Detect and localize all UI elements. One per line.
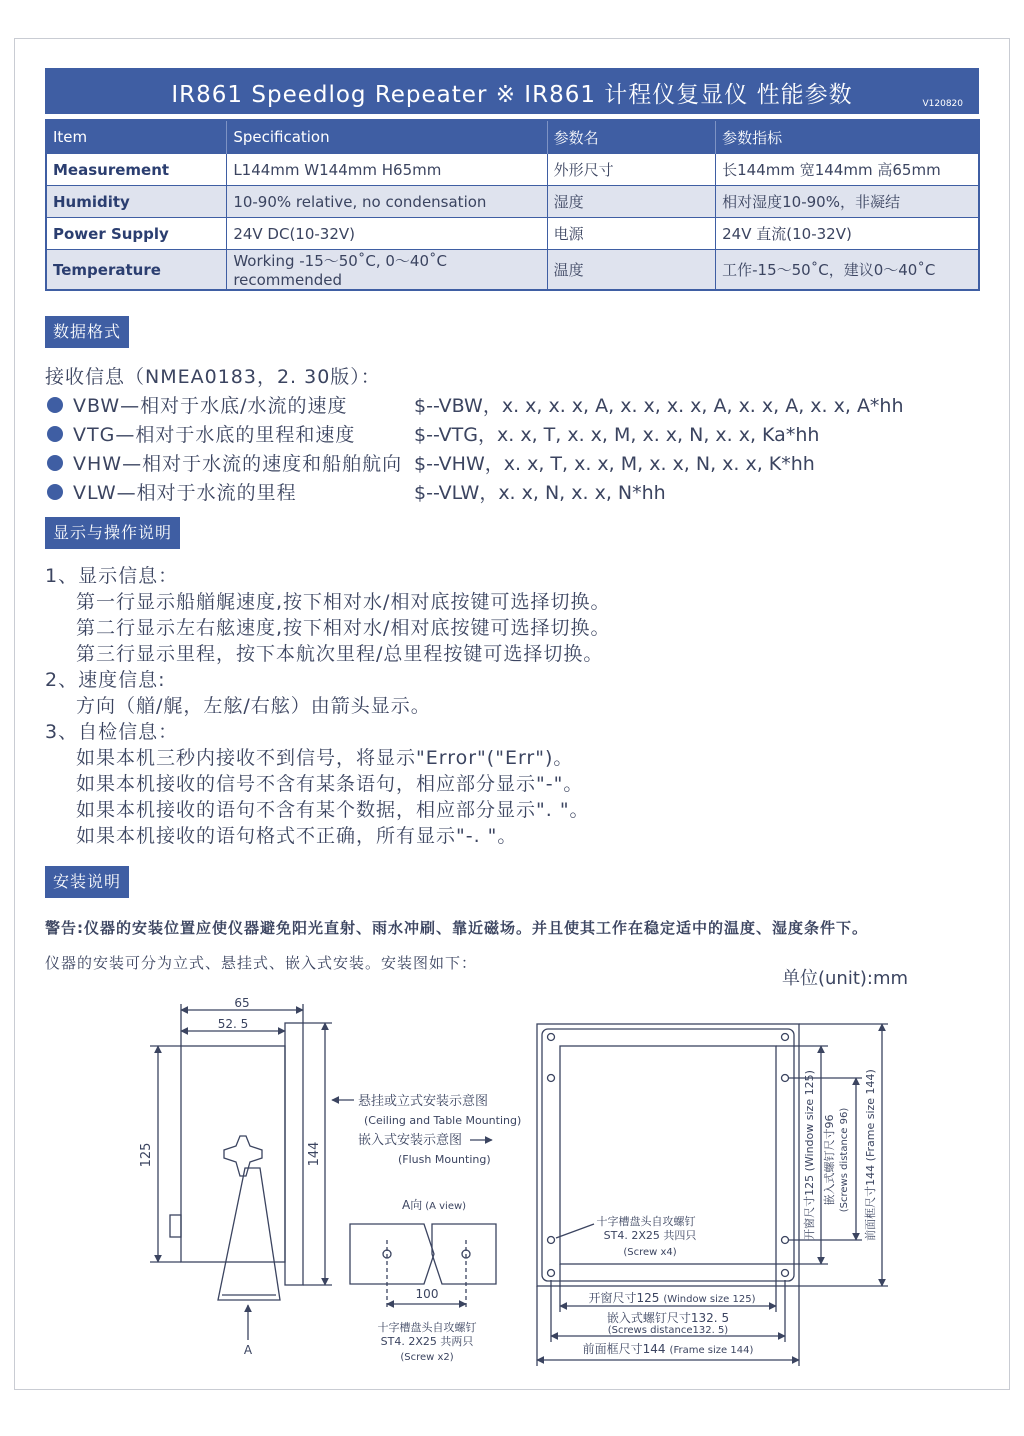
row-item: Power Supply xyxy=(46,218,227,250)
screw4-en-label: (Screw x4) xyxy=(623,1247,677,1258)
v-window-label: 开窗尺寸125 (Window size 125) xyxy=(803,1070,816,1240)
frame-en: (Frame size 144) xyxy=(669,1345,754,1356)
install-warning: 警告:仪器的安装位置应使仪器避免阳光直射、雨水冲刷、靠近磁场。并且使其工作在稳定适中的温度、湿度条件下。 xyxy=(45,919,869,937)
side-view-connector xyxy=(170,1215,181,1237)
display-line: 如果本机三秒内接收不到信号，将显示"Error"("Err")。 xyxy=(76,747,574,769)
row-item: Temperature xyxy=(46,250,227,291)
screw4-cn-label: 十字槽盘头自攻螺钉 xyxy=(596,1215,696,1228)
v-frame-label: 前面框尺寸144 (Frame size 144) xyxy=(864,1069,877,1241)
window-en: (Window size 125) xyxy=(663,1294,756,1305)
sentence-label: VHW—相对于水流的速度和船舶航向 xyxy=(73,453,403,475)
flush-en-label: (Flush Mounting) xyxy=(398,1153,491,1166)
unit-label: 单位(unit):mm xyxy=(782,968,909,989)
display-line: 如果本机接收的信号不含有某条语句，相应部分显示"-"。 xyxy=(76,773,584,795)
sentence-label: VBW—相对于水底/水流的速度 xyxy=(73,395,348,417)
screws-cn-label: 嵌入式螺钉尺寸132. 5 xyxy=(606,1311,730,1325)
frame-size-label xyxy=(583,1341,754,1356)
display-line: 3、自检信息： xyxy=(45,721,179,743)
bracket xyxy=(218,1168,280,1300)
a-view-label xyxy=(402,1198,466,1212)
arrow-a-label: A xyxy=(243,1343,253,1357)
row-cn-value: 24V 直流(10-32V) xyxy=(716,218,979,250)
header-cn-name: 参数名 xyxy=(547,120,716,154)
dim-65: 65 xyxy=(234,996,250,1010)
sentence-label: VTG—相对于水底的里程和速度 xyxy=(73,424,356,446)
header-specification: Specification xyxy=(227,120,547,154)
display-line: 第二行显示左右舷速度,按下相对水/相对底按键可选择切换。 xyxy=(76,617,611,639)
row-spec: L144mm W144mm H65mm xyxy=(227,154,547,186)
display-line: 如果本机接收的语句格式不正确，所有显示"-. "。 xyxy=(76,825,518,847)
display-line: 方向（艏/艉，左舷/右舷）由箭头显示。 xyxy=(76,695,431,717)
header-cn-value: 参数指标 xyxy=(716,120,979,154)
screw4-spec-label: ST4. 2X25 共四只 xyxy=(603,1229,697,1242)
row-cn-name: 温度 xyxy=(547,250,716,291)
v-screws-cn-label: 嵌入式螺钉尺寸96 xyxy=(823,1114,836,1206)
v-screws-en-label: (Screws distance 96) xyxy=(839,1107,850,1213)
row-spec: 24V DC(10-32V) xyxy=(227,218,547,250)
row-cn-value: 相对湿度10-90%，非凝结 xyxy=(716,186,979,218)
row-cn-value: 工作-15～50˚C，建议0～40˚C xyxy=(716,250,979,291)
dim-144: 144 xyxy=(307,1141,322,1167)
a-view-en: (A view) xyxy=(425,1201,467,1212)
screw2-cn-label: 十字槽盘头自攻螺钉 xyxy=(377,1321,477,1334)
sentence-format: $--VHW，x. x, T, x. x, M, x. x, N, x. x, K*hh xyxy=(414,453,815,475)
row-cn-name: 外形尺寸 xyxy=(547,154,716,186)
version-label: V120820 xyxy=(922,99,963,109)
header-item: Item xyxy=(46,120,227,154)
row-item: Measurement xyxy=(46,154,227,186)
dim-52-5: 52. 5 xyxy=(217,1017,249,1031)
a-view-left-half xyxy=(350,1224,434,1284)
screw2-spec-label: ST4. 2X25 共两只 xyxy=(380,1335,474,1348)
page-title: IR861 Speedlog Repeater ※ IR861 计程仪复显仪 性能参数 xyxy=(171,82,853,108)
screw2-en-label: (Screw x2) xyxy=(400,1352,454,1363)
row-item: Humidity xyxy=(46,186,227,218)
section-title-install: 安装说明 xyxy=(45,866,129,898)
display-line: 1、显示信息： xyxy=(45,565,179,587)
data-format-intro: 接收信息（NMEA0183，2. 30版）： xyxy=(45,366,381,388)
window-cn: 开窗尺寸125 xyxy=(588,1291,660,1305)
row-cn-name: 湿度 xyxy=(547,186,716,218)
sentence-format: $--VBW，x. x, x. x, A, x. x, x. x, A, x. x, A, x. x, A*hh xyxy=(414,395,904,417)
a-view-right-half xyxy=(432,1224,496,1284)
screws-en-label: (Screws distance132. 5) xyxy=(607,1325,729,1336)
sentence-format: $--VTG，x. x, T, x. x, M, x. x, N, x. x, Ka*hh xyxy=(414,424,820,446)
a-view-cn: A向 xyxy=(402,1198,423,1212)
display-line: 第一行显示船艏艉速度,按下相对水/相对底按键可选择切换。 xyxy=(76,591,611,613)
window-size-label xyxy=(589,1290,756,1305)
install-note: 仪器的安装可分为立式、悬挂式、嵌入式安装。安装图如下： xyxy=(45,954,478,972)
mounting-knob xyxy=(224,1136,262,1176)
section-title-display: 显示与操作说明 xyxy=(45,517,180,549)
display-line: 2、速度信息: xyxy=(45,669,166,691)
sentence-format: $--VLW，x. x, N, x. x, N*hh xyxy=(414,482,666,504)
frame-cn: 前面框尺寸144 xyxy=(582,1342,666,1356)
flush-cn-label: 嵌入式安装示意图 xyxy=(358,1133,463,1148)
row-cn-name: 电源 xyxy=(547,218,716,250)
row-cn-value: 长144mm 宽144mm 高65mm xyxy=(716,154,979,186)
display-line: 如果本机接收的语句不含有某个数据，相应部分显示". "。 xyxy=(76,799,590,821)
ceiling-cn-label: 悬挂或立式安装示意图 xyxy=(358,1094,489,1109)
row-spec: Working -15～50˚C, 0～40˚C recommended xyxy=(227,250,547,291)
ceiling-en-label: (Ceiling and Table Mounting) xyxy=(364,1114,522,1127)
display-line: 第三行显示里程，按下本航次里程/总里程按键可选择切换。 xyxy=(76,643,604,665)
dim-125: 125 xyxy=(139,1142,154,1168)
sentence-label: VLW—相对于水流的里程 xyxy=(73,482,297,504)
side-view-front-frame xyxy=(285,1023,303,1285)
dim-100: 100 xyxy=(415,1287,439,1301)
row-spec: 10-90% relative, no condensation xyxy=(227,186,547,218)
section-title-data-format: 数据格式 xyxy=(45,316,129,348)
